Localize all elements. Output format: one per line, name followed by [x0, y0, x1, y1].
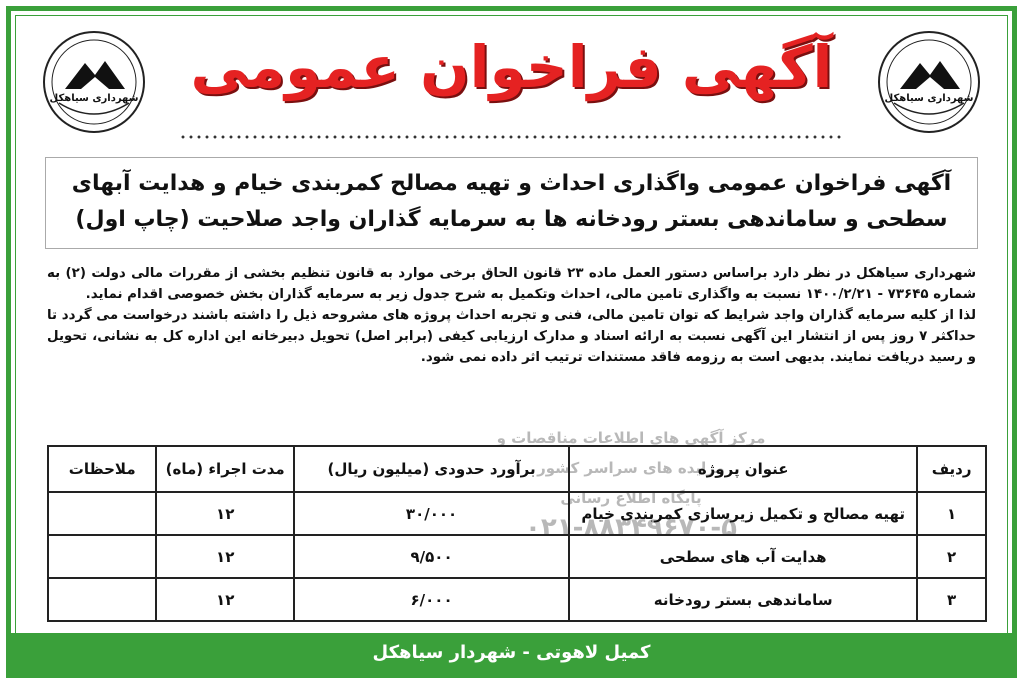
page-title: آگهی فراخوان عمومی: [190, 33, 833, 101]
project-title: ساماندهی بستر رودخانه: [569, 578, 917, 621]
project-notes: [48, 535, 156, 578]
municipality-logo-left: [43, 31, 145, 133]
project-duration: ۱۲: [156, 578, 294, 621]
row-number: ۳: [917, 578, 986, 621]
row-number: ۱: [917, 492, 986, 535]
header-duration: مدت اجراء (ماه): [156, 446, 294, 492]
watermark-line-2: پایگاه اطلاع رسانی: [560, 489, 702, 507]
subtitle-line-1: آگهی فراخوان عمومی واگذاری احداث و تهیه مصالح کمربندی خیام و هدایت آبهای: [71, 171, 952, 196]
header-estimate: برآورد حدودی (میلیون ریال): [294, 446, 569, 492]
subtitle-line-2: سطحی و ساماندهی بستر رودخانه ها به سرمایه گذاران واجد صلاحیت (چاپ اول): [75, 207, 948, 232]
project-title: تهیه مصالح و تکمیل زیرسازی کمربندی خیام: [569, 492, 917, 535]
project-estimate: ۳۰/۰۰۰: [294, 492, 569, 535]
mountain-icon: [880, 33, 978, 131]
project-duration: ۱۲: [156, 492, 294, 535]
table-header-row: [48, 446, 986, 492]
mountain-icon: [45, 33, 143, 131]
municipality-logo-right: [878, 31, 980, 133]
project-notes: [48, 492, 156, 535]
project-title: هدایت آب های سطحی: [569, 535, 917, 578]
logo-text: شهرداری سیاهکل: [49, 93, 139, 104]
project-duration: ۱۲: [156, 535, 294, 578]
announcement-frame: [6, 6, 1017, 678]
subtitle-box: [45, 157, 978, 249]
project-estimate: ۹/۵۰۰: [294, 535, 569, 578]
header-project-title: عنوان پروژه: [569, 446, 917, 492]
header-notes: ملاحظات: [48, 446, 156, 492]
logo-text: شهرداری سیاهکل: [884, 93, 974, 104]
decorative-divider: [179, 133, 844, 141]
row-number: ۲: [917, 535, 986, 578]
watermark-phone: ۰۲۱-۸۸۳۴۹۶۷۰-۵: [524, 513, 737, 543]
body-paragraph-2: لذا از کلیه سرمایه گذاران واجد شرایط که توان تامین مالی، فنی و تجربه احداث پروژه های مشروحه ذیل را داشته باشند درخواست می گردد تا حداکثر ۷ روز پس از انتشار این آگهی نسبت به ارائه اسناد و مدارک ارزیابی کیفی (برابر اصل) تحویل دبیرخانه این اداره کل به نشانی، تحویل و رسید دریافت نمایند. بدیهی است به رزومه فاقد مستندات ترتیب اثر داده نمی شود.: [47, 308, 976, 365]
project-notes: [48, 578, 156, 621]
table-row: [48, 535, 986, 578]
projects-table: [47, 445, 987, 622]
table-row: [48, 492, 986, 535]
header-row-number: ردیف: [917, 446, 986, 492]
table-row: [48, 578, 986, 621]
footer-signature: کمیل لاهوتی - شهردار سیاهکل: [11, 633, 1012, 673]
watermark-line-1: مرکز آگهی های اطلاعات مناقصات و مزایده های سراسر کشور: [496, 429, 766, 477]
body-paragraph-1: شهرداری سیاهکل در نظر دارد براساس دستور العمل ماده ۲۳ قانون الحاق برخی موارد به قانون تنظیم بخشی از مقررات مالی دولت (۲) به شماره ۷۳۶۴۵ - ۱۴۰۰/۲/۲۱ نسبت به واگذاری تامین مالی، احداث وتکمیل به شرح جدول زیر به سرمایه گذاران بخش خصوصی اقدام نماید.: [47, 266, 976, 302]
header: [11, 11, 1012, 149]
project-estimate: ۶/۰۰۰: [294, 578, 569, 621]
announcement-body: [47, 263, 976, 368]
